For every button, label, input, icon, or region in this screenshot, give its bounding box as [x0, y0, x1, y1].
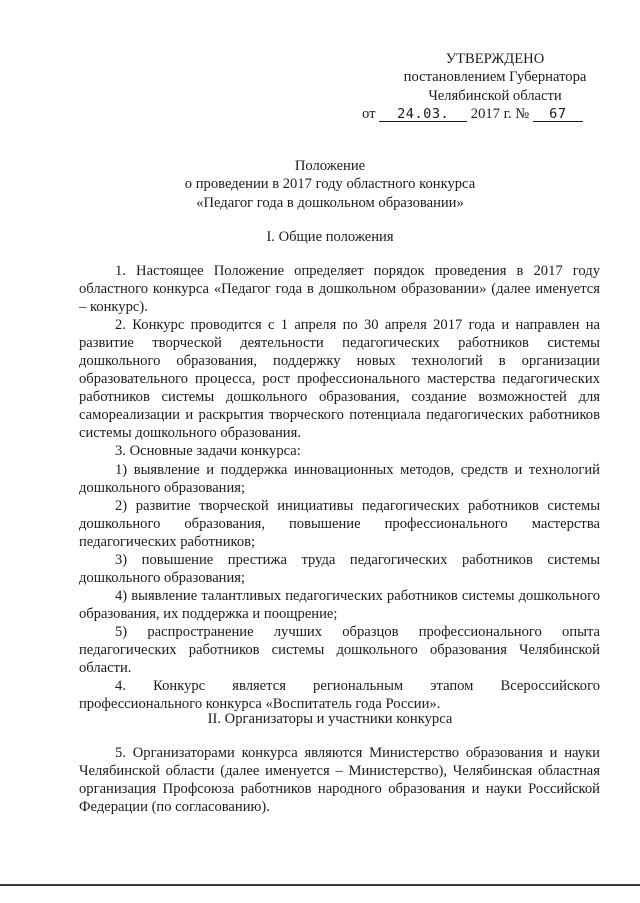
title-line-1: Положение [294, 158, 366, 174]
paragraph: 1. Настоящее Положение определяет порядок проведения в 2017 году областного конкурса «Педагог года в дошкольном образовании» (далее именуется – конкурс). [79, 263, 600, 316]
document-title [60, 157, 600, 212]
approval-date-value: 24.03. [397, 106, 450, 123]
title-line-2: о проведении в 2017 году областного конкурса [184, 176, 476, 193]
paragraph: 3) повышение престижа труда педагогических работников системы дошкольного образования; [79, 551, 600, 586]
section-1-body [79, 262, 600, 713]
paragraph: 2) развитие творческой инициативы педагогических работников системы дошкольного образования, повышение профессионального мастерства педагогических работников; [79, 497, 600, 550]
approval-number-field [533, 107, 583, 122]
approval-region-line: Челябинской области [428, 87, 562, 104]
paragraph: 4. Конкурс является региональным этапом Всероссийского профессионального конкурса «Воспитатель года России». [79, 678, 600, 713]
approval-date-field [379, 107, 467, 122]
paragraph: 5) распространение лучших образцов профессионального опыта педагогических работников системы дошкольного образования Челябинской области. [79, 623, 600, 677]
paragraph: 4) выявление талантливых педагогических работников системы дошкольного образования, их поддержка и поощрение; [79, 587, 600, 622]
section-2-body [79, 744, 600, 816]
approval-date-line [362, 105, 612, 123]
approval-from-label: от [362, 106, 376, 123]
approval-decree-line: постановлением Губернатора [403, 69, 587, 86]
section-1-heading: I. Общие положения [266, 229, 394, 245]
approval-number-value: 67 [549, 106, 567, 123]
paragraph: 1) выявление и поддержка инновационных методов, средств и технологий дошкольного образования; [79, 461, 600, 496]
approval-stamp-block [362, 50, 620, 124]
title-line-3: «Педагог года в дошкольном образовании» [196, 194, 464, 211]
approval-year-label: 2017 г. № [470, 106, 530, 123]
paragraph: 5. Организаторами конкурса являются Министерство образования и науки Челябинской области (далее именуется – Министерство), Челябинская областная организация Профсоюза работников народного образования и науки Российской Федерации (по согласованию). [79, 745, 600, 816]
paragraph: 3. Основные задачи конкурса: [115, 443, 301, 460]
section-2-heading: II. Организаторы и участники конкурса [207, 711, 453, 727]
paragraph: 2. Конкурс проводится с 1 апреля по 30 апреля 2017 года и направлен на развитие творческой деятельности педагогических работников системы дошкольного образования, поддержку новых технологий в организации образовательного процесса, рост профессионального мастерства педагогических работников системы дошкольного образования, создание возможностей для самореализации и раскрытия творческого потенциала педагогических работников системы дошкольного образования. [79, 317, 600, 442]
page-bottom-rule [0, 884, 640, 886]
approval-heading: УТВЕРЖДЕНО [445, 51, 545, 67]
